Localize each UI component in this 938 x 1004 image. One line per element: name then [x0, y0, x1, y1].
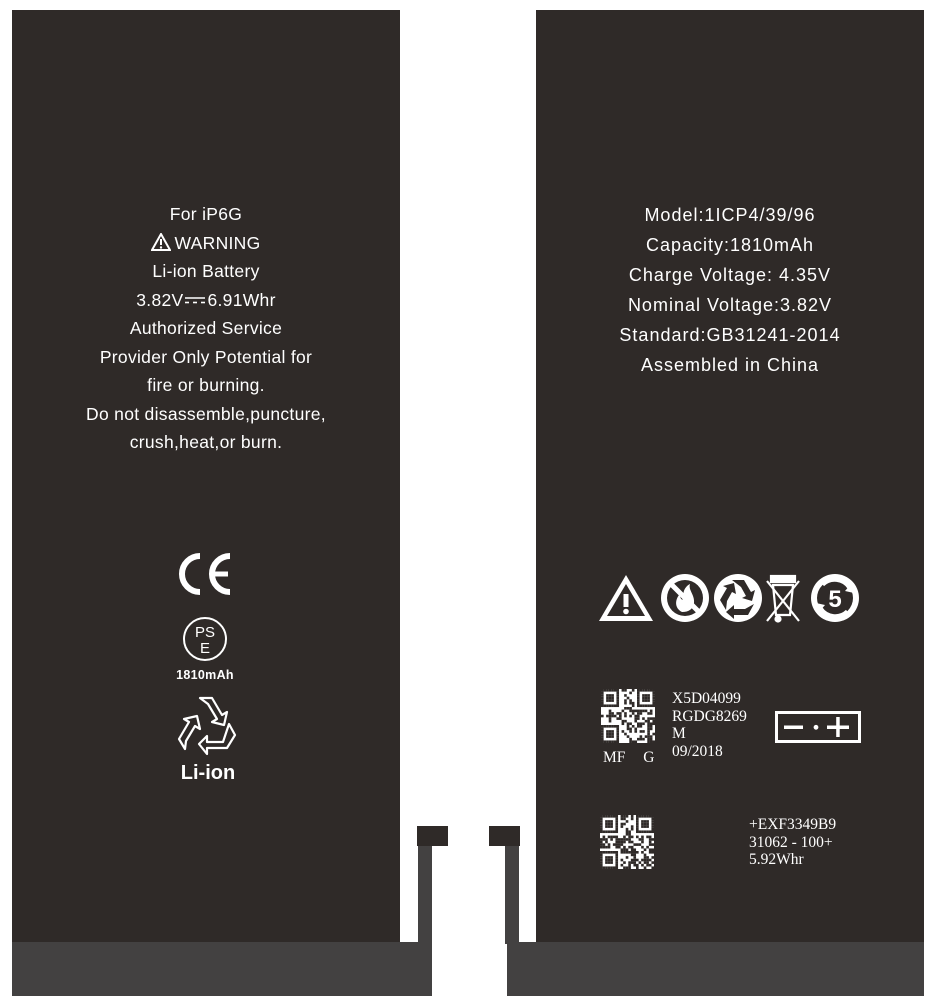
notice-line-2: Provider Only Potential for — [99, 346, 313, 367]
connector-pad-left — [417, 826, 448, 846]
batch-line: M — [672, 725, 686, 742]
warning-icon — [151, 233, 171, 251]
nominal-voltage: 3.82V — [136, 289, 184, 310]
connector-strip-right — [505, 844, 519, 944]
mfg-code: MF G — [603, 749, 655, 766]
qr-code-batch — [601, 689, 655, 743]
rating-line — [12, 286, 400, 315]
pse-capacity-label: 1810mAh — [176, 668, 234, 682]
protection-board-left — [12, 942, 432, 996]
svg-text:PS: PS — [194, 624, 216, 641]
batch-line: RGDG8269 — [672, 707, 747, 725]
left-battery-cell — [12, 10, 400, 942]
recycle-symbol-icon — [714, 574, 762, 622]
nominal-voltage-line: Nominal Voltage:3.82V — [627, 295, 833, 315]
capacity-line: Capacity:1810mAh — [645, 235, 815, 255]
model-fit-line: For iP6G — [169, 204, 243, 224]
dc-symbol-icon — [185, 295, 205, 305]
chemistry-line: Li-ion Battery — [152, 261, 260, 281]
origin-line: Assembled in China — [640, 355, 820, 375]
eco-5-icon — [811, 574, 859, 622]
model-line: Model:1ICP4/39/96 — [644, 205, 816, 225]
safety-symbols — [598, 572, 868, 624]
battery-type-label: Li-ion — [180, 762, 236, 784]
spec-line: 5.92Whr — [749, 851, 804, 868]
batch-line: X5D04099 — [672, 690, 741, 707]
standard-line: Standard:GB31241-2014 — [619, 325, 841, 345]
recycle-icon — [170, 692, 242, 758]
protection-board-right — [507, 942, 924, 996]
polarity-icon — [775, 711, 861, 743]
spec-line: 31062 - 100+ — [749, 833, 833, 851]
spec-info — [749, 816, 836, 869]
right-battery-cell — [536, 10, 924, 942]
crossed-bin-icon — [767, 576, 799, 622]
notice-line-5: crush,heat,or burn. — [129, 432, 283, 452]
warning-triangle-icon — [599, 575, 653, 621]
spec-line: +EXF3349B9 — [749, 816, 837, 833]
left-label-text — [12, 200, 400, 457]
batch-info — [672, 690, 747, 760]
batch-line: 09/2018 — [672, 742, 723, 760]
right-label-text — [536, 200, 924, 380]
charge-voltage-line: Charge Voltage: 4.35V — [628, 265, 832, 285]
ce-mark-icon — [176, 550, 236, 598]
notice-line-1: Authorized Service — [129, 318, 283, 338]
connector-strip-left — [418, 844, 432, 944]
qr-code-spec — [600, 815, 654, 869]
warning-line — [12, 229, 400, 258]
warning-text: WARNING — [174, 232, 261, 253]
no-fire-icon — [661, 574, 709, 622]
pse-mark-icon — [181, 615, 229, 665]
notice-line-4: Do not disassemble,puncture, — [86, 403, 326, 424]
energy-rating: 6.91Whr — [207, 289, 276, 310]
svg-text:5: 5 — [828, 586, 842, 613]
notice-line-3: fire or burning. — [147, 375, 265, 395]
svg-text:E: E — [199, 640, 211, 657]
connector-pad-right — [489, 826, 520, 846]
